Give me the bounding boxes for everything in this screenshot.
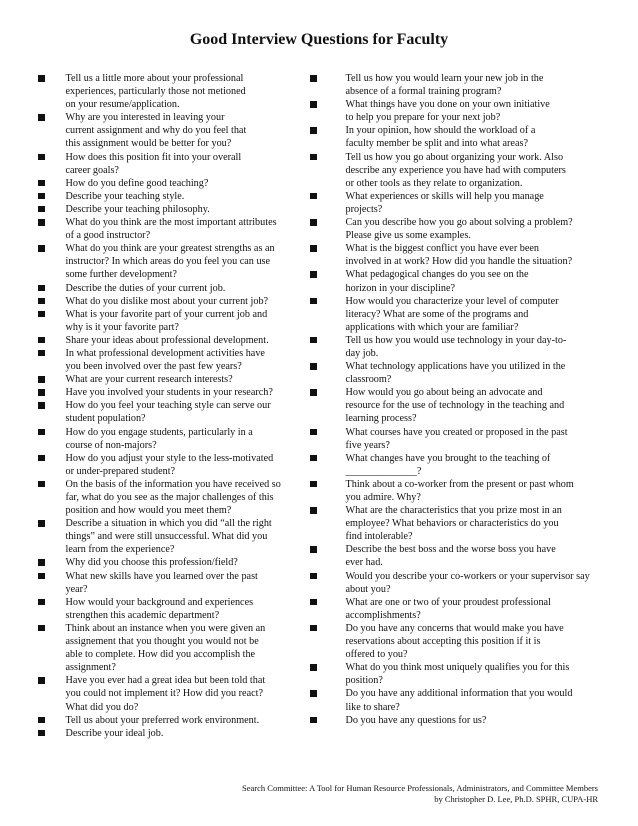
question-line: ever had. bbox=[345, 557, 383, 569]
square-bullet-icon bbox=[38, 625, 45, 632]
square-bullet-icon bbox=[310, 599, 317, 606]
square-bullet-icon bbox=[310, 664, 317, 671]
question-line: On the basis of the information you have received so bbox=[65, 478, 281, 490]
question-item bbox=[310, 242, 600, 268]
square-bullet-icon bbox=[310, 363, 317, 370]
question-line: Think about an instance when you were given an bbox=[65, 622, 266, 634]
questions-right-column bbox=[310, 72, 600, 727]
question-item bbox=[310, 295, 600, 334]
question-line: career goals? bbox=[65, 164, 119, 176]
question-item bbox=[310, 334, 600, 360]
question-item bbox=[310, 543, 600, 569]
question-line: able to complete. How did you accomplish the bbox=[65, 649, 256, 661]
question-line: Tell us a little more about your professional bbox=[65, 73, 244, 84]
question-line: why is it your favorite part? bbox=[65, 321, 179, 333]
question-text bbox=[66, 347, 301, 373]
square-bullet-icon bbox=[38, 350, 45, 357]
question-text bbox=[346, 596, 601, 622]
question-line: assignement that you thought you would not be bbox=[65, 636, 259, 648]
question-text bbox=[346, 661, 601, 687]
square-bullet-icon bbox=[38, 455, 45, 462]
question-text bbox=[66, 596, 301, 622]
square-bullet-icon bbox=[38, 298, 45, 305]
question-line: learning process? bbox=[345, 413, 417, 425]
question-line: What new skills have you learned over the past bbox=[65, 570, 258, 582]
question-line: you been involved over the past few years? bbox=[65, 361, 242, 373]
square-bullet-icon bbox=[38, 559, 45, 566]
square-bullet-icon bbox=[38, 730, 45, 737]
question-line: Would you describe your co-workers or your supervisor say bbox=[345, 570, 590, 582]
question-text bbox=[346, 151, 601, 190]
question-line: offered to you? bbox=[345, 649, 408, 661]
square-bullet-icon bbox=[38, 114, 45, 121]
question-line: you could not implement it? How did you react? bbox=[65, 688, 263, 700]
question-line: What things have you done on your own initiative bbox=[345, 99, 550, 111]
question-text bbox=[66, 216, 301, 242]
question-text bbox=[66, 399, 301, 425]
question-item bbox=[38, 282, 300, 295]
question-line: projects? bbox=[345, 203, 383, 215]
question-line: Can you describe how you go about solving a problem? bbox=[345, 217, 573, 229]
question-line: things” and were still unsuccessful. What did you bbox=[65, 531, 268, 543]
question-line: Do you have any concerns that would make you have bbox=[345, 622, 564, 634]
question-line: Tell us how you would learn your new job in the bbox=[345, 73, 544, 84]
square-bullet-icon bbox=[310, 507, 317, 514]
question-line: What courses have you created or proposed in the past bbox=[345, 426, 568, 438]
question-text bbox=[66, 386, 301, 399]
square-bullet-icon bbox=[38, 429, 45, 436]
question-line: Do you have any additional information that you would bbox=[345, 688, 573, 700]
square-bullet-icon bbox=[38, 717, 45, 724]
question-line: What is your favorite part of your current job and bbox=[65, 308, 268, 320]
question-item bbox=[38, 714, 300, 727]
question-text bbox=[66, 478, 301, 517]
question-text bbox=[66, 282, 301, 295]
question-text bbox=[346, 190, 601, 216]
question-line: day job. bbox=[345, 347, 379, 359]
question-item bbox=[310, 190, 600, 216]
question-line: In your opinion, how should the workload of a bbox=[345, 125, 536, 137]
question-text bbox=[66, 373, 301, 386]
square-bullet-icon bbox=[38, 337, 45, 344]
question-item bbox=[38, 111, 300, 150]
question-line: instructor? In which areas do you feel you can use bbox=[65, 256, 271, 268]
question-line: Tell us how you go about organizing your work. Also bbox=[345, 151, 564, 163]
question-item bbox=[38, 151, 300, 177]
question-item bbox=[310, 504, 600, 543]
question-line: find intolerable? bbox=[345, 531, 413, 543]
square-bullet-icon bbox=[310, 219, 317, 226]
square-bullet-icon bbox=[310, 75, 317, 82]
question-line: absence of a formal training program? bbox=[345, 86, 502, 98]
question-item bbox=[310, 452, 600, 478]
square-bullet-icon bbox=[310, 429, 317, 436]
question-line: current assignment and why do you feel that bbox=[65, 125, 247, 137]
square-bullet-icon bbox=[310, 389, 317, 396]
question-item bbox=[310, 661, 600, 687]
question-line: How do you feel your teaching style can serve our bbox=[65, 400, 271, 412]
question-line: What pedagogical changes do you see on the bbox=[345, 269, 529, 281]
question-text bbox=[66, 295, 301, 308]
square-bullet-icon bbox=[310, 690, 317, 697]
question-line: What are one or two of your proudest professional bbox=[345, 596, 551, 608]
question-item bbox=[310, 124, 600, 150]
square-bullet-icon bbox=[38, 376, 45, 383]
question-line: applications with which your are familiar? bbox=[345, 321, 519, 333]
question-line: Tell us about your preferred work environment. bbox=[65, 714, 260, 726]
question-line: Describe the best boss and the worse boss you have bbox=[345, 544, 556, 556]
question-line: position? bbox=[345, 675, 383, 687]
question-line: accomplishments? bbox=[345, 609, 421, 621]
question-text bbox=[346, 360, 601, 386]
question-line: What do you dislike most about your current job? bbox=[65, 295, 269, 307]
question-line: involved in at work? How did you handle the situation? bbox=[345, 256, 573, 268]
question-text bbox=[66, 727, 301, 740]
question-line: Tell us how you would use technology in your day-to- bbox=[345, 334, 567, 346]
question-text bbox=[346, 72, 601, 98]
question-item bbox=[38, 452, 300, 478]
square-bullet-icon bbox=[38, 245, 45, 252]
question-item bbox=[310, 687, 600, 713]
square-bullet-icon bbox=[310, 337, 317, 344]
square-bullet-icon bbox=[310, 193, 317, 200]
square-bullet-icon bbox=[310, 455, 317, 462]
question-line: horizon in your discipline? bbox=[345, 282, 455, 294]
question-line: What is the biggest conflict you have ever been bbox=[345, 243, 539, 255]
square-bullet-icon bbox=[310, 101, 317, 108]
square-bullet-icon bbox=[310, 127, 317, 134]
question-line: you admire. Why? bbox=[345, 492, 421, 503]
question-line: year? bbox=[65, 583, 88, 595]
question-text bbox=[346, 124, 601, 150]
question-item bbox=[310, 622, 600, 661]
square-bullet-icon bbox=[310, 625, 317, 632]
question-text bbox=[66, 517, 301, 556]
question-line: far, what do you see as the major challenges of this bbox=[65, 492, 274, 503]
question-text bbox=[346, 216, 601, 242]
question-line: strengthen this academic department? bbox=[65, 609, 220, 621]
question-line: Describe your teaching philosophy. bbox=[65, 203, 210, 215]
question-item bbox=[38, 674, 300, 713]
question-line: describe any experience you have had with computers bbox=[345, 164, 566, 176]
question-text bbox=[66, 72, 301, 111]
question-line: five years? bbox=[345, 439, 390, 451]
square-bullet-icon bbox=[38, 193, 45, 200]
question-line: classroom? bbox=[345, 374, 392, 386]
question-item bbox=[38, 72, 300, 111]
question-item bbox=[310, 714, 600, 727]
question-line: Think about a co-worker from the present or past whom bbox=[345, 478, 574, 490]
question-line: Describe the duties of your current job. bbox=[65, 282, 226, 294]
question-line: assignment? bbox=[65, 662, 116, 674]
question-line: on your resume/application. bbox=[65, 99, 180, 111]
question-line: How do you adjust your style to the less-motivated bbox=[65, 452, 274, 464]
question-text bbox=[66, 556, 301, 569]
question-line: What are the characteristics that you prize most in an bbox=[345, 505, 562, 517]
question-text bbox=[66, 308, 301, 334]
question-text bbox=[66, 151, 301, 177]
question-item bbox=[38, 216, 300, 242]
question-text bbox=[346, 570, 601, 596]
question-line: Share your ideas about professional development. bbox=[65, 334, 269, 346]
square-bullet-icon bbox=[38, 389, 45, 396]
question-item bbox=[310, 151, 600, 190]
question-line: What technology applications have you utilized in the bbox=[345, 361, 566, 373]
question-text bbox=[66, 111, 301, 150]
question-item bbox=[310, 360, 600, 386]
question-line: What are your current research interests? bbox=[65, 374, 233, 386]
square-bullet-icon bbox=[38, 481, 45, 488]
question-text bbox=[346, 98, 601, 124]
question-item bbox=[310, 98, 600, 124]
question-text bbox=[66, 242, 301, 281]
question-item bbox=[38, 203, 300, 216]
question-item bbox=[310, 426, 600, 452]
question-line: What do you think are your greatest strengths as an bbox=[65, 243, 275, 255]
question-item bbox=[38, 622, 300, 674]
question-item bbox=[38, 242, 300, 281]
question-item bbox=[38, 727, 300, 740]
question-line: How would you go about being an advocate and bbox=[345, 387, 543, 399]
square-bullet-icon bbox=[38, 677, 45, 684]
question-text bbox=[66, 203, 301, 216]
question-item bbox=[38, 190, 300, 203]
square-bullet-icon bbox=[38, 219, 45, 226]
question-text bbox=[66, 570, 301, 596]
question-line: How would you characterize your level of computer bbox=[345, 295, 559, 307]
question-line: How would your background and experiences bbox=[65, 596, 254, 608]
question-item bbox=[38, 177, 300, 190]
question-text bbox=[346, 268, 601, 294]
footer-citation bbox=[0, 783, 598, 805]
square-bullet-icon bbox=[38, 206, 45, 213]
question-text bbox=[66, 622, 301, 674]
square-bullet-icon bbox=[310, 245, 317, 252]
question-item bbox=[310, 570, 600, 596]
question-item bbox=[38, 517, 300, 556]
square-bullet-icon bbox=[38, 573, 45, 580]
question-text bbox=[346, 295, 601, 334]
question-item bbox=[38, 426, 300, 452]
question-item bbox=[38, 478, 300, 517]
question-line: like to share? bbox=[345, 701, 400, 713]
question-text bbox=[66, 714, 301, 727]
question-item bbox=[38, 596, 300, 622]
question-line: Describe your ideal job. bbox=[65, 727, 164, 739]
question-item bbox=[310, 478, 600, 504]
question-line: learn from the experience? bbox=[65, 544, 175, 556]
question-line: What changes have you brought to the teaching of bbox=[345, 452, 551, 464]
question-line: Describe a situation in which you did “all the right bbox=[65, 518, 272, 530]
question-line: student population? bbox=[65, 413, 146, 425]
square-bullet-icon bbox=[310, 717, 317, 724]
question-item bbox=[310, 596, 600, 622]
questions-left-column bbox=[38, 72, 300, 740]
question-item bbox=[38, 295, 300, 308]
question-line: What did you do? bbox=[65, 701, 139, 713]
question-line: How do you define good teaching? bbox=[65, 177, 209, 189]
question-line: What experiences or skills will help you manage bbox=[345, 190, 544, 202]
question-line: Why are you interested in leaving your bbox=[65, 112, 225, 124]
square-bullet-icon bbox=[38, 520, 45, 527]
question-text bbox=[66, 674, 301, 713]
question-item bbox=[310, 386, 600, 425]
question-line: to help you prepare for your next job? bbox=[345, 112, 501, 124]
question-line: What do you think most uniquely qualifies you for this bbox=[345, 662, 570, 674]
question-line: some further development? bbox=[65, 269, 177, 281]
question-text bbox=[346, 478, 601, 504]
question-item bbox=[38, 556, 300, 569]
question-line: faculty member be split and into what areas? bbox=[345, 138, 528, 150]
question-text bbox=[346, 452, 601, 478]
question-line: Why did you choose this profession/field? bbox=[65, 557, 238, 569]
question-item bbox=[38, 386, 300, 399]
question-item bbox=[310, 216, 600, 242]
question-line: reservations about accepting this position if it is bbox=[345, 636, 541, 648]
question-line: about you? bbox=[345, 583, 391, 595]
question-text bbox=[346, 714, 601, 727]
square-bullet-icon bbox=[38, 599, 45, 606]
question-line: ______________? bbox=[345, 465, 422, 477]
question-text bbox=[66, 452, 301, 478]
square-bullet-icon bbox=[310, 481, 317, 488]
question-item bbox=[38, 308, 300, 334]
question-line: of a good instructor? bbox=[65, 230, 151, 242]
square-bullet-icon bbox=[38, 311, 45, 318]
question-line: this assignment would be better for you? bbox=[65, 138, 232, 150]
question-text bbox=[346, 543, 601, 569]
question-line: resource for the use of technology in the teaching and bbox=[345, 400, 565, 412]
document-title: Good Interview Questions for Faculty bbox=[189, 30, 449, 48]
question-line: employee? What behaviors or characteristics do you bbox=[345, 518, 559, 530]
question-item bbox=[38, 570, 300, 596]
question-line: Do you have any questions for us? bbox=[345, 714, 487, 726]
question-text bbox=[66, 177, 301, 190]
square-bullet-icon bbox=[38, 154, 45, 161]
square-bullet-icon bbox=[310, 298, 317, 305]
question-line: How does this position fit into your overall bbox=[65, 151, 242, 163]
square-bullet-icon bbox=[310, 546, 317, 553]
question-text bbox=[346, 334, 601, 360]
question-text bbox=[346, 687, 601, 713]
question-text bbox=[346, 426, 601, 452]
question-line: Have you ever had a great idea but been told that bbox=[65, 675, 266, 687]
question-text bbox=[346, 386, 601, 425]
square-bullet-icon bbox=[38, 75, 45, 82]
footer-source-line: Search Committee: A Tool for Human Resource Professionals, Administrators, and Committee Members bbox=[242, 783, 598, 793]
question-line: literacy? What are some of the programs and bbox=[345, 308, 529, 320]
question-line: Please give us some examples. bbox=[345, 230, 471, 242]
question-item bbox=[38, 399, 300, 425]
question-line: Have you involved your students in your research? bbox=[65, 387, 273, 399]
footer-author-line: by Christopher D. Lee, Ph.D. SPHR, CUPA-HR bbox=[434, 794, 598, 804]
question-text bbox=[66, 426, 301, 452]
question-item bbox=[310, 268, 600, 294]
question-text bbox=[346, 622, 601, 661]
question-item bbox=[38, 373, 300, 386]
question-item bbox=[38, 334, 300, 347]
question-line: What do you think are the most important attributes bbox=[65, 217, 277, 229]
square-bullet-icon bbox=[310, 573, 317, 580]
question-line: Describe your teaching style. bbox=[65, 190, 185, 202]
question-line: experiences, particularly those not metioned bbox=[65, 86, 246, 98]
question-text bbox=[66, 190, 301, 203]
question-item bbox=[310, 72, 600, 98]
square-bullet-icon bbox=[310, 154, 317, 161]
question-line: or under-prepared student? bbox=[65, 465, 176, 477]
question-line: course of non-majors? bbox=[65, 439, 157, 451]
question-text bbox=[346, 242, 601, 268]
question-line: How do you engage students, particularly in a bbox=[65, 426, 253, 438]
question-line: In what professional development activities have bbox=[65, 347, 265, 359]
question-text bbox=[346, 504, 601, 543]
square-bullet-icon bbox=[310, 271, 317, 278]
question-line: position and how would you meet them? bbox=[65, 505, 232, 517]
question-line: or other tools as they relate to organization. bbox=[345, 177, 523, 189]
square-bullet-icon bbox=[38, 180, 45, 187]
question-text bbox=[66, 334, 301, 347]
question-item bbox=[38, 347, 300, 373]
square-bullet-icon bbox=[38, 285, 45, 292]
square-bullet-icon bbox=[38, 402, 45, 409]
